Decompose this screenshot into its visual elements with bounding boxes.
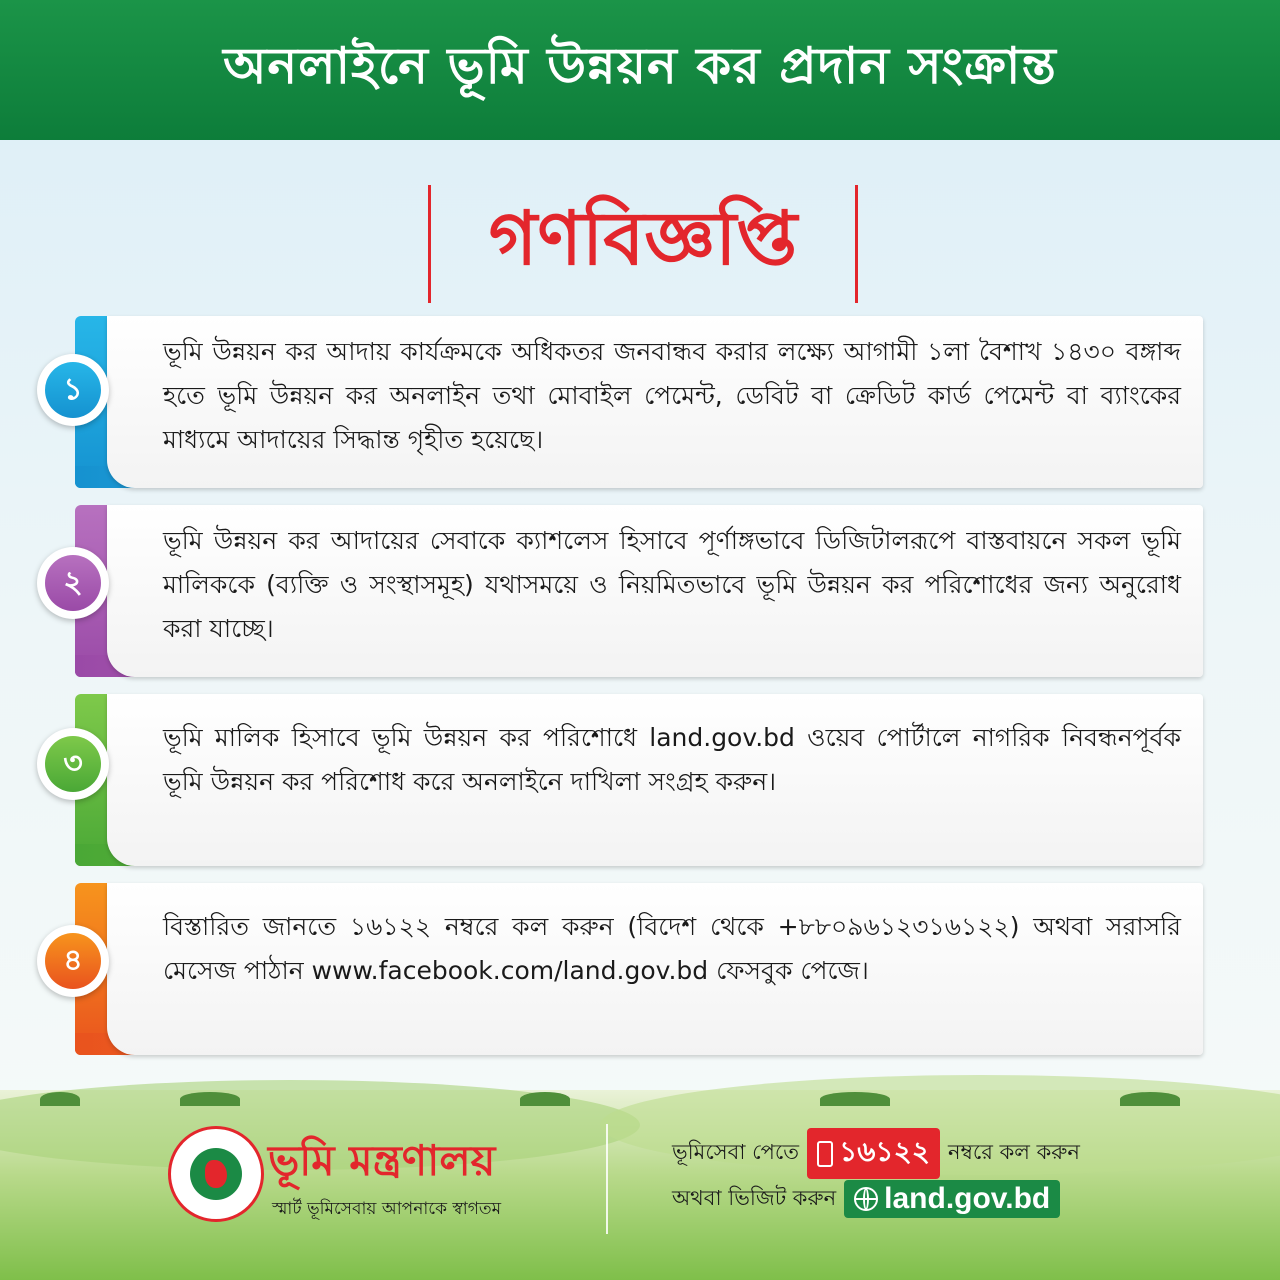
globe-icon <box>854 1187 878 1211</box>
number-badge <box>37 728 109 800</box>
hotline-number: ১৬১২২ <box>839 1135 931 1168</box>
hotline-badge[interactable] <box>807 1128 940 1179</box>
ministry-tagline: স্মার্ট ভূমিসেবায় আপনাকে স্বাগতম <box>272 1199 502 1219</box>
notice-item-text: ভূমি মালিক হিসাবে ভূমি উন্নয়ন কর পরিশোধে land.gov.bd ওয়েব পোর্টালে নাগরিক নিবন্ধনপূর্বক ভূমি উন্নয়ন কর পরিশোধ করে অনলাইনে দাখিলা সংগ্রহ করুন। <box>163 723 1181 796</box>
ministry-name: ভূমি মন্ত্রণালয় <box>268 1136 496 1185</box>
tree-decoration <box>820 1092 890 1106</box>
page-title: অনলাইনে ভূমি উন্নয়ন কর প্রদান সংক্রান্ত <box>223 36 1057 95</box>
number-badge-label: ২ <box>45 555 101 611</box>
notice-item-4 <box>63 883 1203 1055</box>
hotline-row <box>672 1128 1080 1179</box>
visit-prefix: অথবা ভিজিট করুন <box>672 1185 837 1210</box>
bangladesh-map-icon <box>205 1160 227 1188</box>
number-badge-label: ১ <box>45 362 101 418</box>
website-url: land.gov.bd <box>884 1182 1051 1215</box>
website-link[interactable] <box>844 1180 1060 1218</box>
government-seal-logo <box>168 1126 264 1222</box>
header-banner <box>0 0 1280 140</box>
tree-decoration <box>180 1092 240 1106</box>
number-badge-label: ৪ <box>45 933 101 989</box>
notice-item-2 <box>63 505 1203 677</box>
notice-item-text: বিস্তারিত জানতে ১৬১২২ নম্বরে কল করুন (বিদেশ থেকে +৮৮০৯৬১২৩১৬১২২) অথবা সরাসরি মেসেজ পাঠান www.facebook.com/land.gov.bd ফেসবুক পেজে। <box>163 912 1181 985</box>
number-badge <box>37 354 109 426</box>
number-badge <box>37 547 109 619</box>
call-suffix: নম্বরে কল করুন <box>948 1140 1080 1164</box>
tree-decoration <box>520 1092 570 1106</box>
number-badge-label: ৩ <box>45 736 101 792</box>
notice-item-3 <box>63 694 1203 866</box>
notice-item-1 <box>63 316 1203 488</box>
phone-icon <box>817 1141 833 1167</box>
tree-decoration <box>40 1092 80 1106</box>
notice-heading-frame <box>428 185 858 303</box>
notice-item-text: ভূমি উন্নয়ন কর আদায় কার্যক্রমকে অধিকতর জনবান্ধব করার লক্ষ্যে আগামী ১লা বৈশাখ ১৪৩০ বঙ্গাব্দ হতে ভূমি উন্নয়ন কর অনলাইন তথা মোবাইল পেমেন্ট, ডেবিট বা ক্রেডিট কার্ড পেমেন্ট বা ব্যাংকের মাধ্যমে আদায়ের সিদ্ধান্ত গৃহীত হয়েছে। <box>163 337 1181 454</box>
notice-item-text: ভূমি উন্নয়ন কর আদায়ের সেবাকে ক্যাশলেস হিসাবে পূর্ণাঙ্গভাবে ডিজিটালরূপে বাস্তবায়নে সকল ভূমি মালিককে (ব্যক্তি ও সংস্থাসমূহ) যথাসময়ে ও নিয়মিতভাবে ভূমি উন্নয়ন কর পরিশোধের জন্য অনুরোধ করা যাচ্ছে। <box>163 526 1181 643</box>
number-badge <box>37 925 109 997</box>
notice-heading: গণবিজ্ঞপ্তি <box>488 195 798 282</box>
website-row <box>672 1180 1060 1218</box>
call-prefix: ভূমিসেবা পেতে <box>672 1140 800 1164</box>
tree-decoration <box>1120 1092 1180 1106</box>
footer-divider <box>606 1124 608 1234</box>
